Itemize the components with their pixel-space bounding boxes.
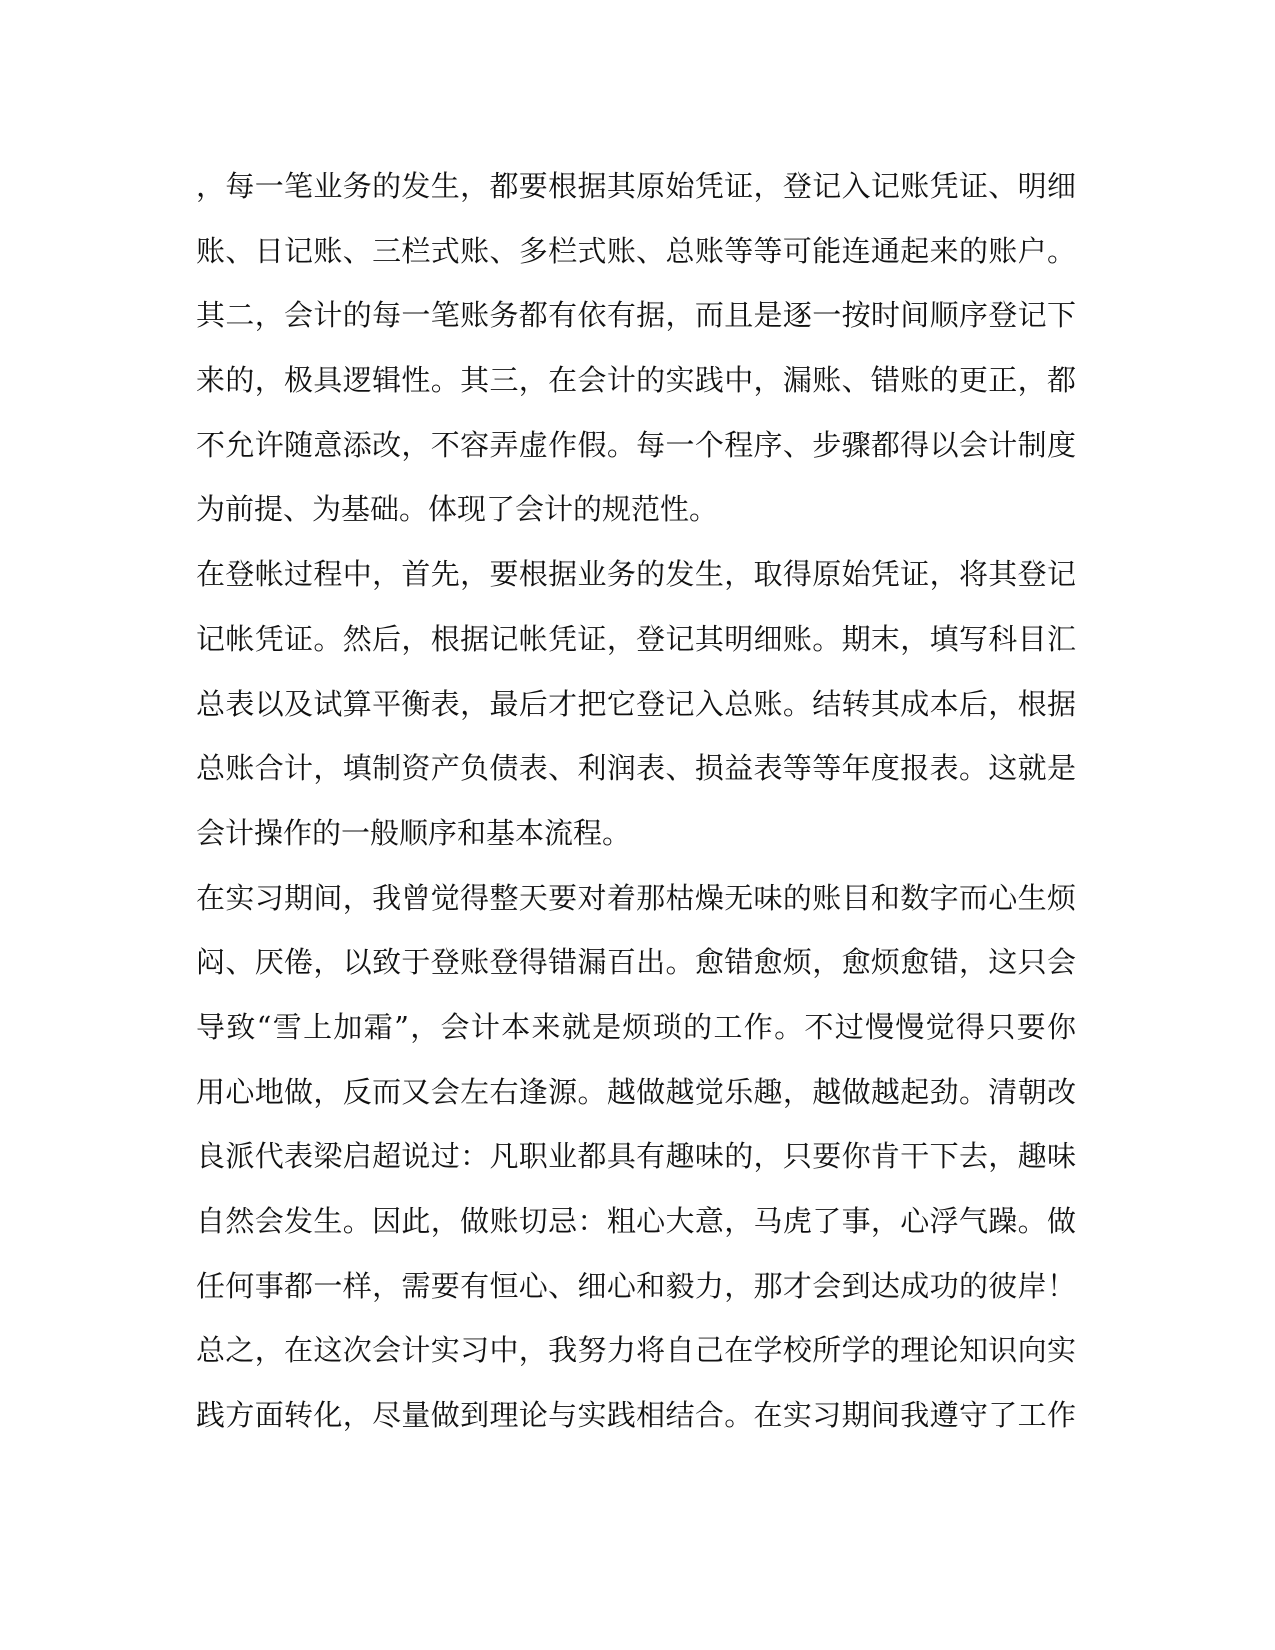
- text-line: 良派代表梁启超说过：凡职业都具有趣味的，只要你肯干下去，趣味: [196, 1139, 1076, 1174]
- text-line: 不允许随意添改，不容弄虚作假。每一个程序、步骤都得以会计制度: [196, 427, 1076, 462]
- text-line: 践方面转化，尽量做到理论与实践相结合。在实习期间我遵守了工作: [196, 1398, 1076, 1433]
- text-line: 总账合计，填制资产负债表、利润表、损益表等等年度报表。这就是: [196, 751, 1076, 786]
- text-line: 记帐凭证。然后，根据记帐凭证，登记其明细账。期末，填写科目汇: [196, 621, 1076, 656]
- body-text: [196, 154, 1076, 1448]
- text-line: 闷、厌倦，以致于登账登得错漏百出。愈错愈烦，愈烦愈错，这只会: [196, 945, 1076, 980]
- text-line: 总表以及试算平衡表，最后才把它登记入总账。结转其成本后，根据: [196, 686, 1076, 721]
- text-line: 其二，会计的每一笔账务都有依有据，而且是逐一按时间顺序登记下: [196, 298, 1076, 333]
- text-line: 导致“雪上加霜”，会计本来就是烦琐的工作。不过慢慢觉得只要你: [196, 1009, 1076, 1044]
- text-line: 在实习期间，我曾觉得整天要对着那枯燥无味的账目和数字而心生烦: [196, 880, 1076, 915]
- text-line: 为前提、为基础。体现了会计的规范性。: [196, 492, 719, 527]
- text-line: 用心地做，反而又会左右逢源。越做越觉乐趣，越做越起劲。清朝改: [196, 1074, 1076, 1109]
- text-line: 会计操作的一般顺序和基本流程。: [196, 815, 632, 850]
- text-line: 总之，在这次会计实习中，我努力将自己在学校所学的理论知识向实: [196, 1333, 1076, 1368]
- text-line: ，每一笔业务的发生，都要根据其原始凭证，登记入记账凭证、明细: [196, 169, 1076, 203]
- text-line: 在登帐过程中，首先，要根据业务的发生，取得原始凭证，将其登记: [196, 557, 1076, 592]
- text-line: 来的，极具逻辑性。其三，在会计的实践中，漏账、错账的更正，都: [196, 363, 1076, 398]
- text-line: 账、日记账、三栏式账、多栏式账、总账等等可能连通起来的账户。: [196, 233, 1076, 268]
- text-line: 自然会发生。因此，做账切忌：粗心大意，马虎了事，心浮气躁。做: [196, 1204, 1076, 1238]
- text-line: 任何事都一样，需要有恒心、细心和毅力，那才会到达成功的彼岸！: [196, 1268, 1076, 1303]
